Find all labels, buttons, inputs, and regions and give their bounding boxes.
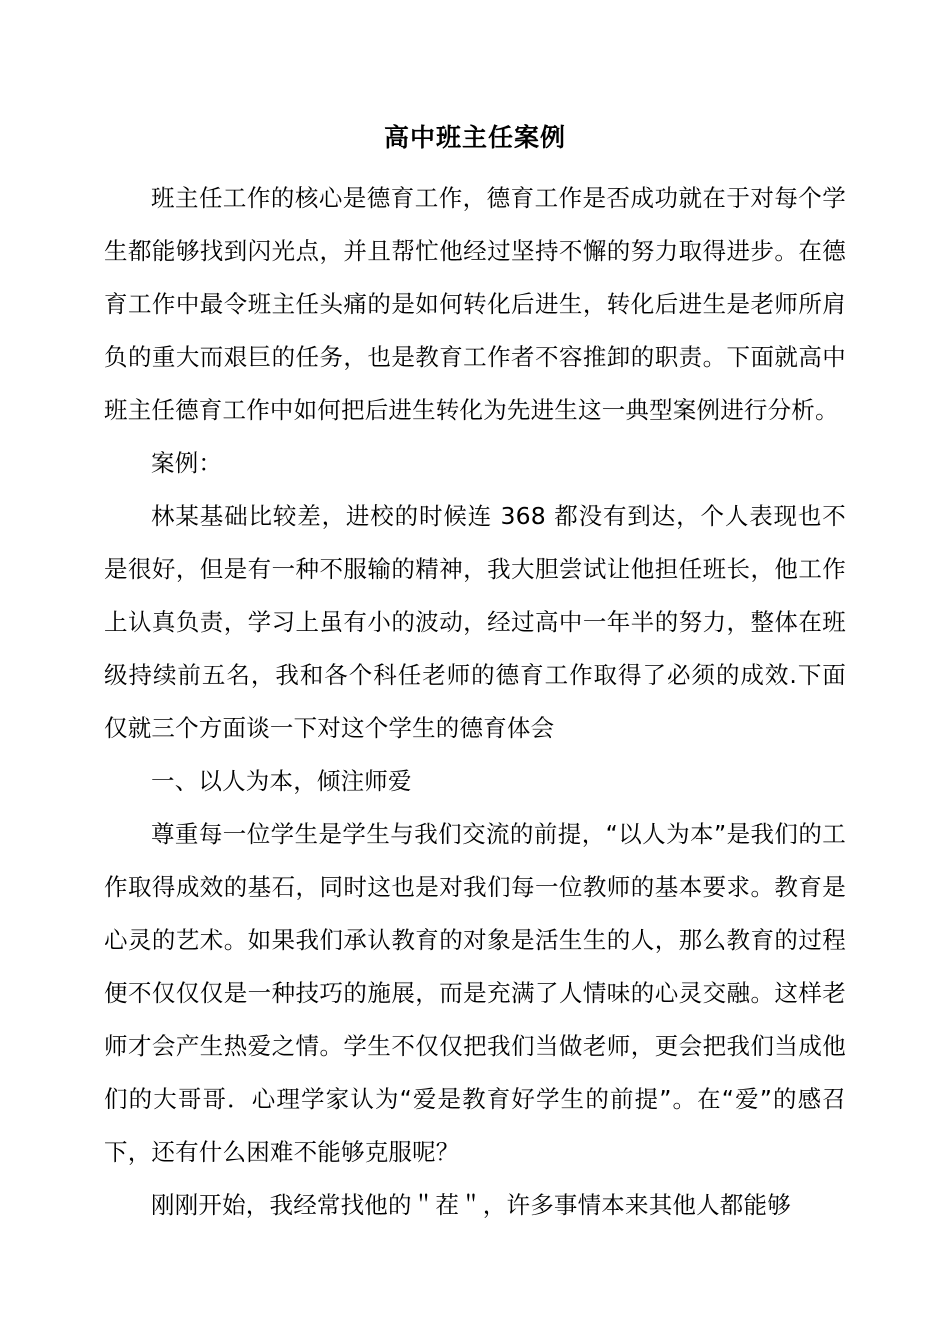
page-title: 高中班主任案例 (383, 123, 566, 152)
paragraph-6: 刚刚开始，我经常找他的＂茬＂，许多事情本来其他人都能够 (151, 1191, 791, 1219)
paragraph-2: 案例： (151, 449, 223, 477)
paragraph-3: 林某基础比较差，进校的时候连 368 都没有到达，个人表现也不是很好，但是有一种不服输的精神，我大胆尝试让他担任班长，他工作上认真负责，学习上虽有小的波动，经过高中一年半的努力，整体在班级持续前五名，我和各个科任老师的德育工作取得了必须的成效.下面仅就三个方面谈一下对这个学生的德育体会 (104, 502, 846, 742)
paragraph-5: 尊重每一位学生是学生与我们交流的前提，“以人为本”是我们的工作取得成效的基石，同时这也是对我们每一位教师的基本要求。教育是心灵的艺术。如果我们承认教育的对象是活生生的人，那么教育的过程便不仅仅仅是一种技巧的施展，而是充满了人情味的心灵交融。这样老师才会产生热爱之情。学生不仅仅把我们当做老师，更会把我们当成他们的大哥哥．心理学家认为“爱是教育好学生的前提”。在“爱”的感召下，还有什么困难不能够克服呢？ (104, 820, 846, 1166)
paragraph-1: 班主任工作的核心是德育工作，德育工作是否成功就在于对每个学生都能够找到闪光点，并且帮忙他经过坚持不懈的努力取得进步。在德育工作中最令班主任头痛的是如何转化后进生，转化后进生是老师所肩负的重大而艰巨的任务，也是教育工作者不容推卸的职责。下面就高中班主任德育工作中如何把后进生转化为先进生这一典型案例进行分析。 (104, 184, 846, 424)
paragraph-4-heading: 一、以人为本，倾注师爱 (151, 767, 412, 795)
